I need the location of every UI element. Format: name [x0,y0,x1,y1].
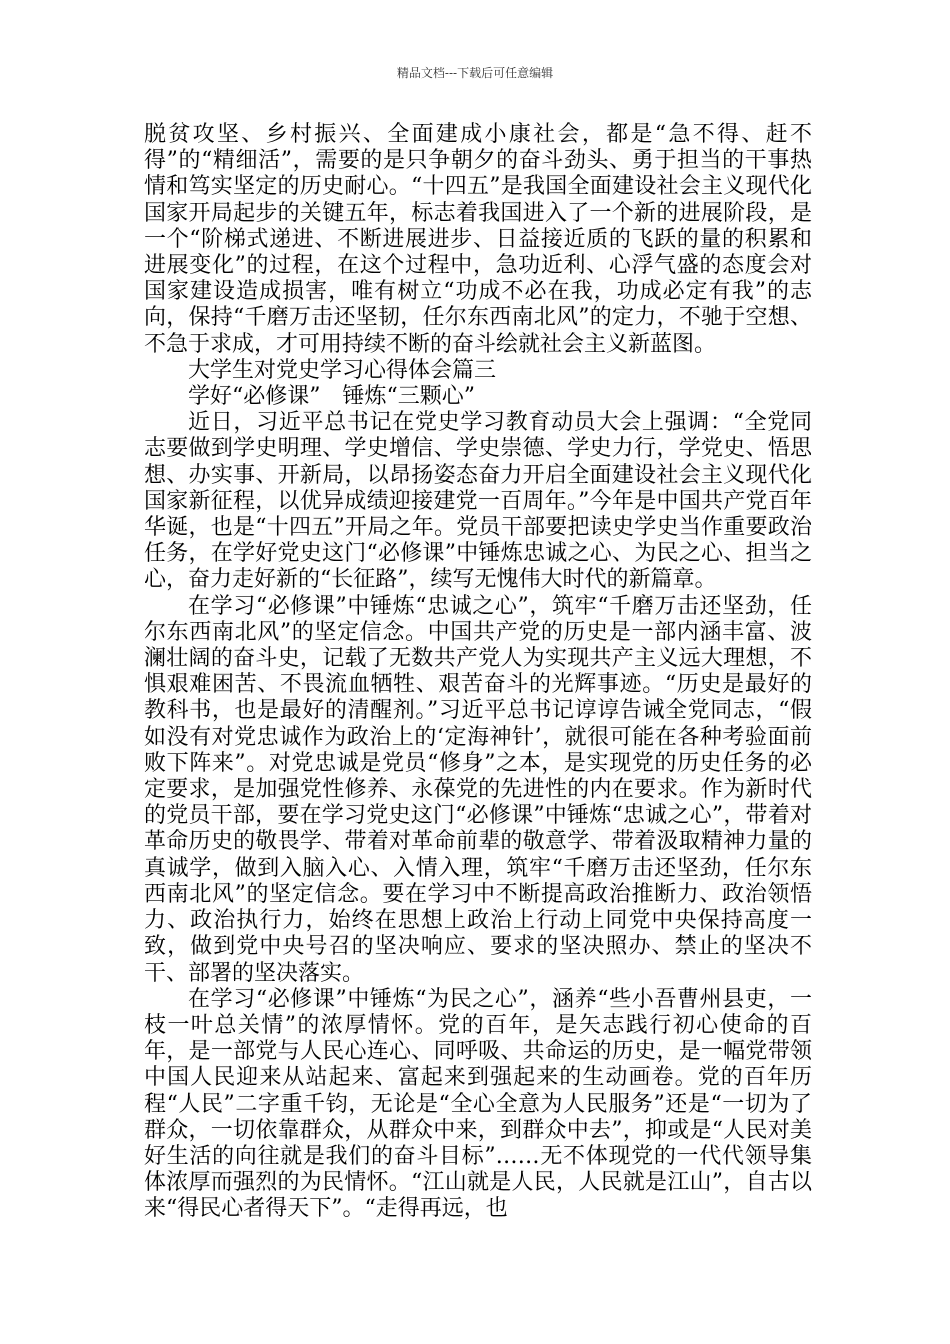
article-subtitle: 学好“必修课” 锤炼“三颗心” [188,384,475,410]
paragraph-3: 在学习“必修课”中锤炼“为民之心”，涵养“些小吾曹州县吏，一枝一叶总关情”的浓厚情怀。党的百年，是矢志践行初心使命的百年，是一部党与人民心连心、同呼吸、共命运的历史，是一幅党带领中国人民迎来从站起来、富起来到强起来的生动画卷。党的百年历程“人民”二字重千钧，无论是“全心全意为人民服务”还是“一切为了群众，一切依靠群众，从群众中来，到群众中去”，抑或是“人民对美好生活的向往就是我们的奋斗目标”……无不体现党的一代代领导集体浓厚而强烈的为民情怀。“江山就是人民，人民就是江山”，自古以来“得民心者得天下”。“走得再远，也 [144,986,812,1222]
section-title: 大学生对党史学习心得体会篇三 [188,357,497,383]
page-header: 精品文档---下载后可任意编辑 [396,66,554,80]
paragraph-1: 近日，习近平总书记在党史学习教育动员大会上强调：“全党同志要做到学史明理、学史增信、学史崇德、学史力行，学党史、悟思想、办实事、开新局，以昂扬姿态奋力开启全面建设社会主义现代化国家新征程，以优异成绩迎接建党一百周年。”今年是中国共产党百年华诞，也是“十四五”开局之年。党员干部要把读史学史当作重要政治任务，在学好党史这门“必修课”中锤炼忠诚之心、为民之心、担当之心，奋力走好新的“长征路”，续写无愧伟大时代的新篇章。 [144,410,812,593]
document-body [144,122,812,1223]
paragraph-continued: 脱贫攻坚、乡村振兴、全面建成小康社会，都是“急不得、赶不得”的“精细活”，需要的是只争朝夕的奋斗劲头、勇于担当的干事热情和笃实坚定的历史耐心。“十四五”是我国全面建设社会主义现代化国家开局起步的关键五年，标志着我国进入了一个新的进展阶段，是一个“阶梯式递进、不断进展进步、日益接近质的飞跃的量的积累和进展变化”的过程，在这个过程中，急功近利、心浮气盛的态度会对国家建设造成损害，唯有树立“功成不必在我，功成必定有我”的志向，保持“千磨万击还坚韧，任尔东西南北风”的定力，不驰于空想、不急于求成，才可用持续不断的奋斗绘就社会主义新蓝图。 [144,122,812,357]
paragraph-2: 在学习“必修课”中锤炼“忠诚之心”，筑牢“千磨万击还坚劲，任尔东西南北风”的坚定信念。中国共产党的历史是一部内涵丰富、波澜壮阔的奋斗史，记载了无数共产党人为实现共产主义远大理想，不惧艰难困苦、不畏流血牺牲、艰苦奋斗的光辉事迹。“历史是最好的教科书，也是最好的清醒剂。”习近平总书记谆谆告诫全党同志，“假如没有对党忠诚作为政治上的‘定海神针’，就很可能在各种考验面前败下阵来”。对党忠诚是党员“修身”之本，是实现党的历史任务的必定要求，是加强党性修养、永葆党的先进性的内在要求。作为新时代的党员干部，要在学习党史这门“必修课”中锤炼“忠诚之心”，带着对革命历史的敬畏学、带着对革命前辈的敬意学、带着汲取精神力量的真诚学，做到入脑入心、入情入理，筑牢“千磨万击还坚劲，任尔东西南北风”的坚定信念。要在学习中不断提高政治推断力、政治领悟力、政治执行力，始终在思想上政治上行动上同党中央保持高度一致，做到党中央号召的坚决响应、要求的坚决照办、禁止的坚决不干、部署的坚决落实。 [144,593,812,986]
